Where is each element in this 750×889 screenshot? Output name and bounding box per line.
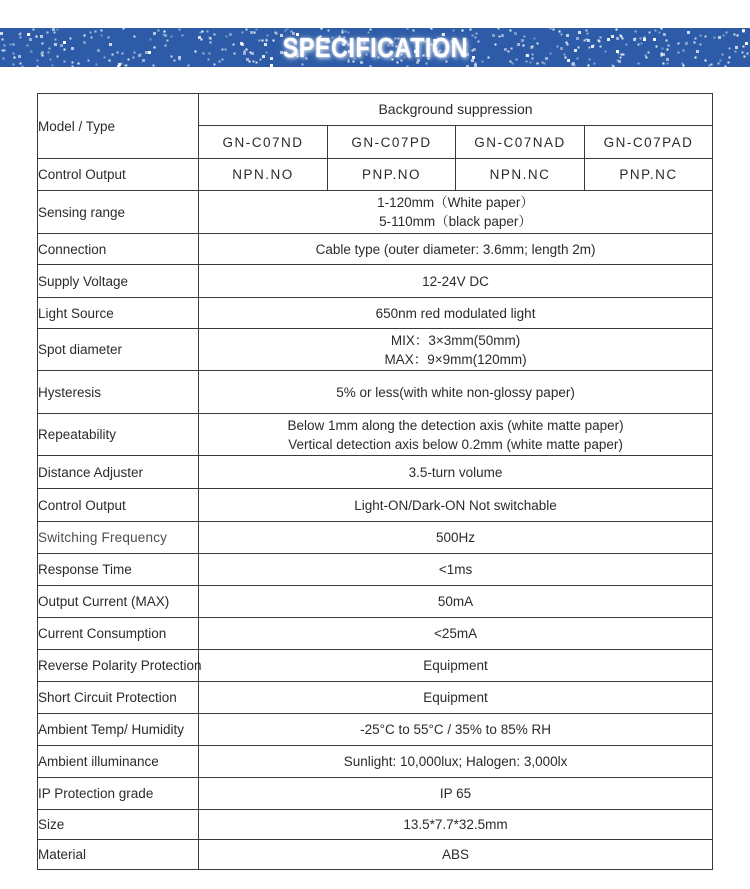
spec-value: IP 65 — [199, 778, 713, 810]
spec-value: 500Hz — [199, 522, 713, 554]
spec-label: Reverse Polarity Protection — [38, 650, 199, 682]
spec-label: Material — [38, 840, 199, 870]
spec-value: 3.5-turn volume — [199, 456, 713, 489]
spec-value: MIX：3×3mm(50mm) MAX：9×9mm(120mm) — [199, 329, 713, 371]
spec-label: Ambient Temp/ Humidity — [38, 714, 199, 746]
group-header-background-suppression: Background suppression — [199, 94, 713, 126]
spec-label: Spot diameter — [38, 329, 199, 371]
spec-value: 5% or less(with white non-glossy paper) — [199, 371, 713, 414]
spec-label: Switching Frequency — [38, 522, 199, 554]
spec-value: ABS — [199, 840, 713, 870]
spec-value: Cable type (outer diameter: 3.6mm; length 2m) — [199, 234, 713, 265]
spec-label: Ambient illuminance — [38, 746, 199, 778]
spec-label: Control Output — [38, 489, 199, 522]
spec-value: Equipment — [199, 650, 713, 682]
spec-row — [38, 650, 713, 682]
header-row-group — [38, 94, 713, 126]
spec-row — [38, 298, 713, 329]
spec-row — [38, 522, 713, 554]
spec-label: Light Source — [38, 298, 199, 329]
specification-banner — [0, 28, 750, 67]
control-output-row — [38, 159, 713, 191]
spec-row — [38, 329, 713, 371]
spec-value: -25°C to 55°C / 35% to 85% RH — [199, 714, 713, 746]
model-number-cell: GN-C07PD — [328, 126, 456, 159]
spec-row — [38, 371, 713, 414]
spec-row — [38, 234, 713, 265]
spec-label: Connection — [38, 234, 199, 265]
spec-label: Output Current (MAX) — [38, 586, 199, 618]
control-output-cell: NPN.NC — [456, 159, 585, 191]
spec-value: <25mA — [199, 618, 713, 650]
spec-value: 50mA — [199, 586, 713, 618]
spec-row — [38, 618, 713, 650]
spec-value: Light-ON/Dark-ON Not switchable — [199, 489, 713, 522]
spec-row — [38, 265, 713, 298]
spec-row — [38, 714, 713, 746]
model-number-cell: GN-C07ND — [199, 126, 328, 159]
spec-row — [38, 554, 713, 586]
spec-row — [38, 586, 713, 618]
spec-label: Short Circuit Protection — [38, 682, 199, 714]
spec-label: Size — [38, 810, 199, 840]
spec-label: Current Consumption — [38, 618, 199, 650]
control-output-cell: PNP.NC — [585, 159, 713, 191]
control-output-header-label: Control Output — [38, 159, 199, 191]
spec-label: Distance Adjuster — [38, 456, 199, 489]
control-output-cell: NPN.NO — [199, 159, 328, 191]
spec-value: Below 1mm along the detection axis (white matte paper) Vertical detection axis below 0.2mm (white matte paper) — [199, 414, 713, 456]
spec-value: Sunlight: 10,000lux; Halogen: 3,000lx — [199, 746, 713, 778]
spec-row — [38, 840, 713, 870]
spec-row — [38, 778, 713, 810]
spec-row — [38, 456, 713, 489]
spec-label: IP Protection grade — [38, 778, 199, 810]
spec-row — [38, 489, 713, 522]
spec-row — [38, 746, 713, 778]
spec-value: Equipment — [199, 682, 713, 714]
specification-table — [37, 93, 713, 870]
model-number-cell: GN-C07NAD — [456, 126, 585, 159]
banner-noise-texture — [0, 28, 1, 29]
spec-row — [38, 810, 713, 840]
spec-row — [38, 682, 713, 714]
control-output-cell: PNP.NO — [328, 159, 456, 191]
spec-value: 13.5*7.7*32.5mm — [199, 810, 713, 840]
spec-label: Supply Voltage — [38, 265, 199, 298]
spec-value: 1-120mm（White paper） 5-110mm（black paper） — [199, 191, 713, 234]
spec-label: Repeatability — [38, 414, 199, 456]
page-title: SPECIFICATION — [282, 31, 468, 63]
spec-label: Hysteresis — [38, 371, 199, 414]
spec-row — [38, 191, 713, 234]
model-number-cell: GN-C07PAD — [585, 126, 713, 159]
spec-label: Sensing range — [38, 191, 199, 234]
spec-row — [38, 414, 713, 456]
spec-value: <1ms — [199, 554, 713, 586]
model-type-label: Model / Type — [38, 94, 199, 159]
spec-label: Response Time — [38, 554, 199, 586]
spec-value: 650nm red modulated light — [199, 298, 713, 329]
spec-value: 12-24V DC — [199, 265, 713, 298]
